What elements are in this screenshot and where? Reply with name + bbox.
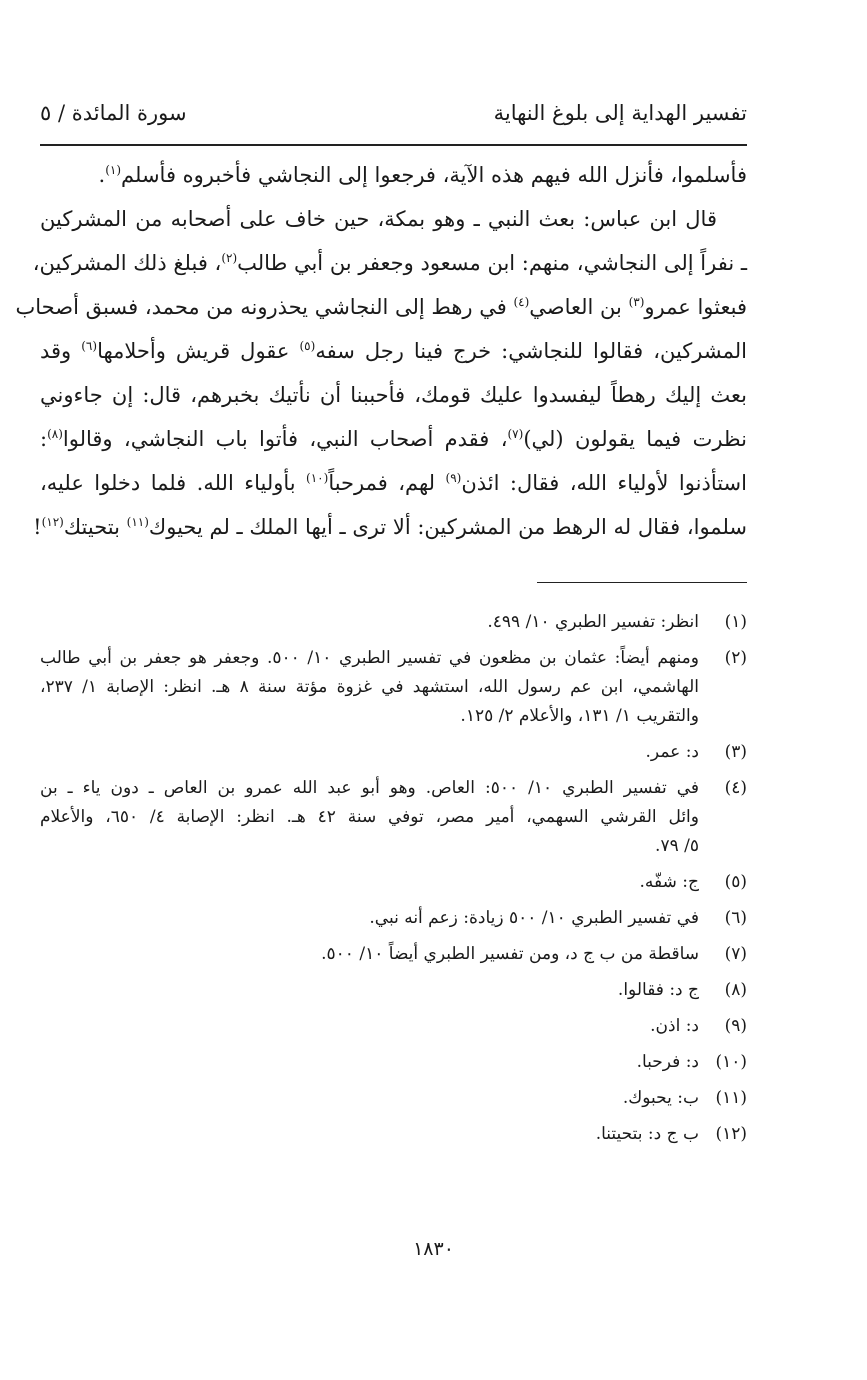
footnote-item [40,1084,747,1113]
footnote-number: (١١) [715,1088,747,1108]
footnote-ref[interactable]: (٧) [507,427,524,441]
text-line: بعث إليك رهطاً ليفسدوا عليك قومك، فأحببنا أن نأتيك بخبرهم، قال: إن جاءوني [40,383,747,407]
footnote-number: (٢) [724,648,747,668]
footnote-number: (١٢) [715,1124,747,1144]
footnote-ref[interactable]: (١٠) [306,471,329,485]
book-title: تفسير الهداية إلى بلوغ النهاية [493,101,747,125]
footnote-text [40,904,699,933]
footnote-line: د: اذن. [650,1016,699,1036]
footnote-line: ب: يحبوك. [622,1088,699,1108]
footnote-text [40,940,699,969]
header-rule [40,144,747,146]
footnote-item [40,904,747,933]
footnote-number: (١٠) [715,1052,747,1072]
footnote-number: (٨) [724,980,747,1000]
footnote-ref[interactable]: (١) [105,163,122,177]
footnote-text [40,1048,699,1077]
footnote-ref[interactable]: (٤) [513,295,530,309]
footnote-separator [537,582,747,583]
footnote-item [40,976,747,1005]
footnote-line: في تفسير الطبري ١٠/ ٥٠٠: العاص. وهو أبو عبد الله عمرو بن العاص ـ دون ياء ـ بن [40,778,699,798]
text-line: نظرت فيما يقولون (لي)$^{(٧)}$، فقدم أصحاب النبي، فأتوا باب النجاشي، وقالوا$^{(٨)}$: [40,427,747,451]
main-text [15,160,747,556]
surah-section: سورة المائدة / ٥ [40,101,187,125]
footnote-line: ج: شفّه. [639,872,699,892]
text-line: ـ نفراً إلى النجاشي، منهم: ابن مسعود وجعفر بن أبي طالب$^{(٢)}$، فبلغ ذلك المشركين، [32,251,747,275]
footnote-text [40,774,699,861]
footnote-text [40,868,699,897]
footnotes-list [40,608,747,1156]
footnote-line: والتقريب ١/ ١٣١، والأعلام ٢/ ١٢٥. [460,706,699,726]
footnote-line: ساقطة من ب ج د، ومن تفسير الطبري أيضاً ١٠/ ٥٠٠. [321,944,699,964]
footnote-text [40,738,699,767]
footnote-line: د: فرحبا. [636,1052,699,1072]
footnote-text [40,1084,699,1113]
footnote-item [40,868,747,897]
footnote-number: (٣) [724,742,747,762]
footnote-item [40,774,747,861]
footnote-item [40,1012,747,1041]
text-line: سلموا، فقال له الرهط من المشركين: ألا ترى ـ أيها الملك ـ لم يحيوك$^{(١١)}$ بتحيتك$^{(١٢)}$! [33,515,747,539]
footnote-text [40,1120,699,1149]
footnote-item [40,1048,747,1077]
footnote-line: ب ج د: بتحيتنا. [595,1124,699,1144]
footnote-line: انظر: تفسير الطبري ١٠/ ٤٩٩. [487,612,699,632]
footnote-line: الهاشمي، ابن عم رسول الله، استشهد في غزوة مؤتة سنة ٨ هـ. انظر: الإصابة ١/ ٢٣٧، [40,677,700,697]
footnote-ref[interactable]: (٣) [628,295,645,309]
page-number: ١٨٣٠ [413,1238,454,1260]
text-line: فبعثوا عمرو$^{(٣)}$ بن العاصي$^{(٤)}$ في رهط إلى النجاشي يحذرونه من محمد، فسبق أصحاب [15,295,747,319]
footnote-item [40,1120,747,1149]
footnote-number: (٤) [724,778,747,798]
footnote-item [40,738,747,767]
footnote-item [40,940,747,969]
text-line: استأذنوا لأولياء الله، فقال: ائذن$^{(٩)}$ لهم، فمرحباً$^{(١٠)}$ بأولياء الله. فلما دخلوا عليه، [40,471,747,495]
footnote-item [40,608,747,637]
footnote-line: ومنهم أيضاً: عثمان بن مظعون في تفسير الطبري ١٠/ ٥٠٠. وجعفر هو جعفر بن أبي طالب [40,648,699,668]
footnote-number: (٩) [724,1016,747,1036]
footnote-ref[interactable]: (٢) [221,251,238,265]
footnote-text [40,644,699,731]
footnote-number: (٦) [724,908,747,928]
footnote-ref[interactable]: (٥) [299,339,316,353]
footnote-ref[interactable]: (٩) [445,471,462,485]
footnote-line: وائل القرشي السهمي، أمير مصر، توفي سنة ٤٢ هـ. انظر: الإصابة ٤/ ٦٥٠، والأعلام [40,807,699,827]
footnote-text [40,976,699,1005]
footnote-ref[interactable]: (١١) [126,515,149,529]
footnote-number: (١) [724,612,747,632]
text-line: فأسلموا، فأنزل الله فيهم هذه الآية، فرجعوا إلى النجاشي فأخبروه فأسلم$^{(١)}$. [98,163,747,187]
footnote-ref[interactable]: (١٢) [41,515,64,529]
footnote-item [40,644,747,731]
footnote-line: ج د: فقالوا. [617,980,699,1000]
footnote-text [40,1012,699,1041]
footnote-line: ٥/ ٧٩. [655,836,699,856]
footnote-text [40,608,699,637]
footnote-number: (٧) [724,944,747,964]
footnote-line: في تفسير الطبري ١٠/ ٥٠٠ زيادة: زعم أنه نبي. [369,908,699,928]
footnote-ref[interactable]: (٦) [81,339,98,353]
footnote-ref[interactable]: (٨) [47,427,63,441]
text-line: قال ابن عباس: بعث النبي ـ وهو بمكة، حين خاف على أصحابه من المشركين [40,207,717,231]
running-header [40,98,747,128]
text-line: المشركين، فقالوا للنجاشي: خرج فينا رجل سفه$^{(٥)}$ عقول قريش وأحلامها$^{(٦)}$ وقد [40,339,747,363]
footnote-number: (٥) [724,872,747,892]
footnote-line: د: عمر. [645,742,699,762]
